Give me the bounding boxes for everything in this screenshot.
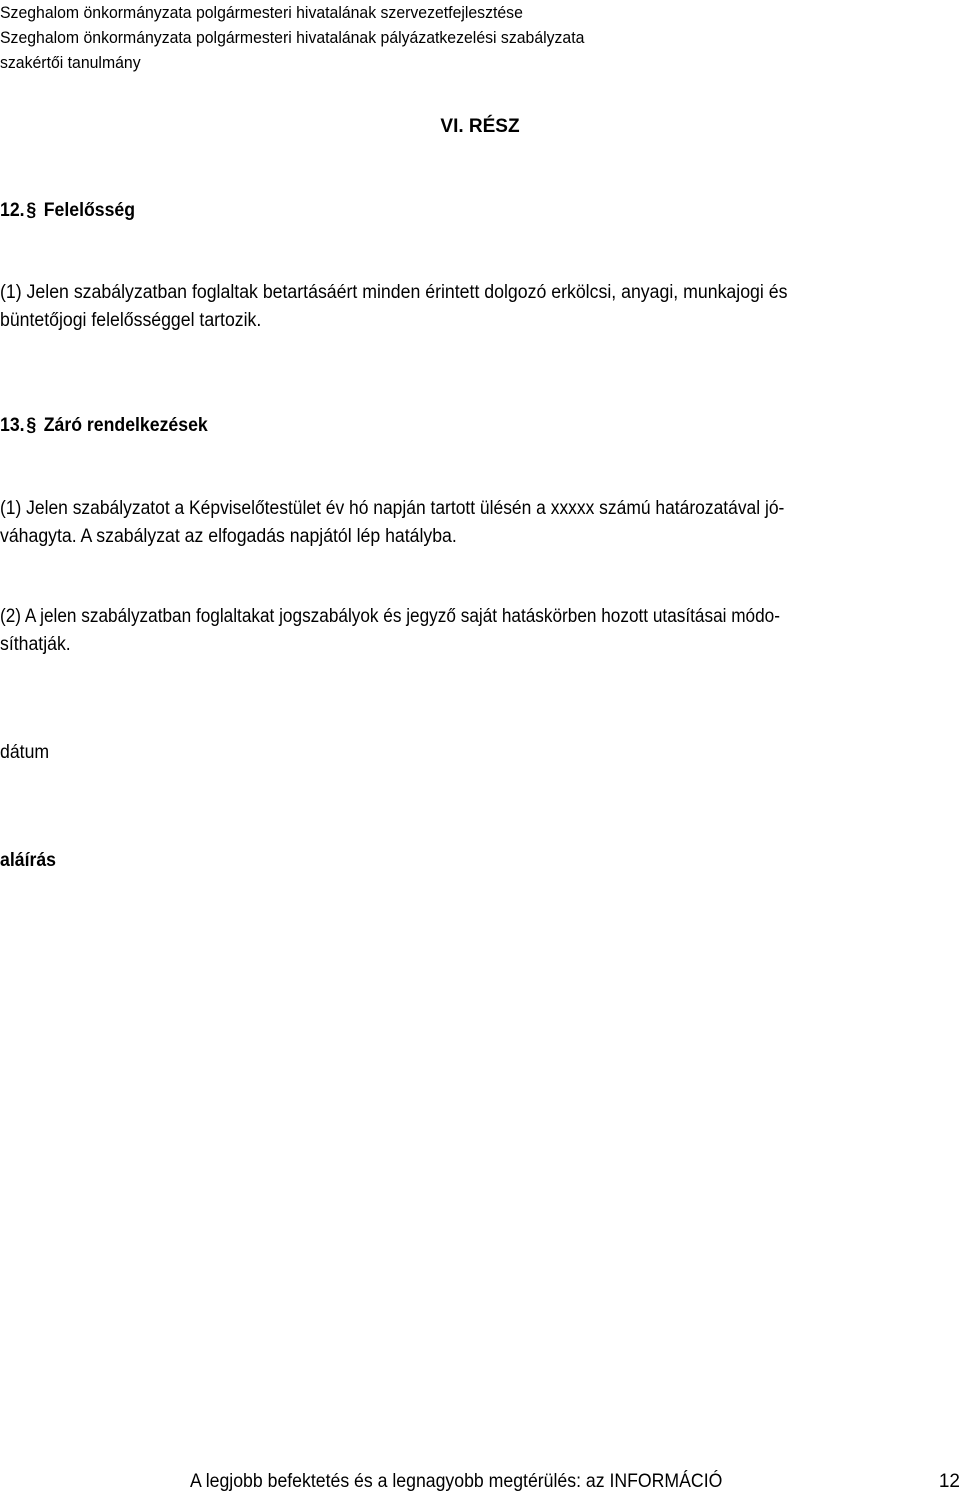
paragraph-line: (2) A jelen szabályzatban foglaltakat jogszabályok és jegyző saját hatáskörben hozott utasításai módo-	[0, 606, 780, 627]
paragraph-line: váhagyta. A szabályzat az elfogadás napjától lép hatályba.	[0, 526, 457, 547]
paragraph-line: (1) Jelen szabályzatot a Képviselőtestület év hó napján tartott ülésén a xxxxx számú határozatával jó-	[0, 498, 785, 519]
paragraph-line: síthatják.	[0, 634, 71, 655]
document-header	[0, 0, 628, 75]
section-12-title: Felelősség	[43, 200, 136, 221]
section-sign-icon: §	[26, 415, 37, 436]
date-label: dátum	[0, 742, 50, 763]
section-sign-icon: §	[26, 200, 37, 221]
footer-text: A legjobb befektetés és a legnagyobb megtérülés: az INFORMÁCIÓ	[190, 1471, 723, 1492]
paragraph-line: büntetőjogi felelősséggel tartozik.	[0, 310, 262, 331]
document-footer	[0, 1468, 960, 1495]
section-13-number: 13.	[0, 415, 25, 436]
paragraph-line: (1) Jelen szabályzatban foglaltak betartásáért minden érintett dolgozó erkölcsi, anyagi, munkajogi és	[0, 282, 788, 303]
section-13-title: Záró rendelkezések	[43, 415, 208, 436]
header-line-3: szakértői tanulmány	[0, 53, 141, 72]
part-title: VI. RÉSZ	[440, 116, 520, 137]
section-12-heading	[0, 198, 135, 224]
section-13-paragraph-2	[0, 603, 960, 659]
section-13-heading	[0, 413, 208, 439]
signature-label: aláírás	[0, 850, 57, 871]
section-12-number: 12.	[0, 200, 25, 221]
section-12-paragraph-1	[0, 279, 960, 335]
section-13-paragraph-1	[0, 495, 960, 551]
header-line-1: Szeghalom önkormányzata polgármesteri hivatalának szervezetfejlesztése	[0, 3, 523, 22]
header-line-2: Szeghalom önkormányzata polgármesteri hivatalának pályázatkezelési szabályzata	[0, 28, 585, 47]
page-number: 12	[938, 1471, 960, 1492]
